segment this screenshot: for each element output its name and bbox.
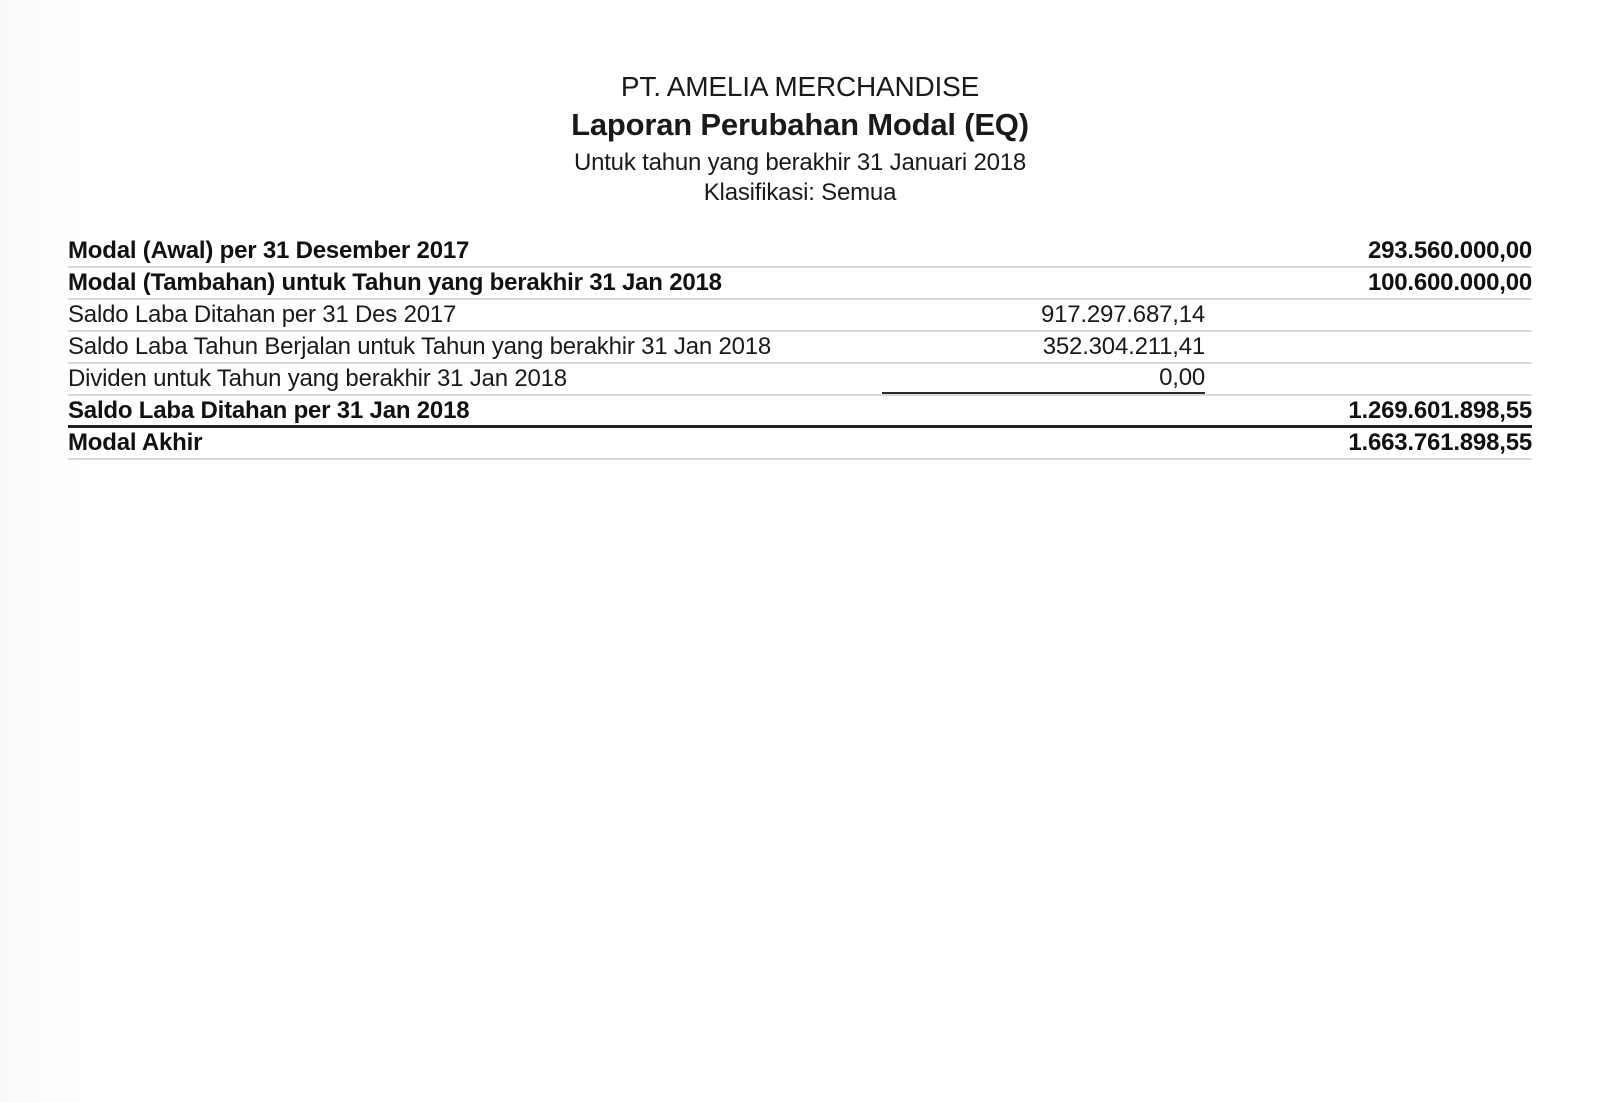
row-label: Saldo Laba Ditahan per 31 Des 2017 <box>68 301 457 328</box>
table-row <box>68 236 1532 268</box>
row-label: Saldo Laba Tahun Berjalan untuk Tahun yang berakhir 31 Jan 2018 <box>68 333 772 360</box>
row-value-total: 1.269.601.898,55 <box>1348 396 1532 424</box>
report-header <box>68 70 1532 208</box>
row-label: Dividen untuk Tahun yang berakhir 31 Jan 2018 <box>68 365 567 392</box>
table-row <box>68 332 1532 364</box>
equity-table <box>68 236 1532 460</box>
row-value-interim: 352.304.211,41 <box>1042 333 1205 360</box>
table-row <box>68 268 1532 300</box>
row-label: Modal Akhir <box>68 429 203 456</box>
row-value-interim: 0,00 <box>882 364 1205 394</box>
row-label: Modal (Awal) per 31 Desember 2017 <box>68 237 470 264</box>
table-row <box>68 300 1532 332</box>
row-value-total: 1.663.761.898,55 <box>1348 429 1532 456</box>
row-value-interim <box>882 236 1205 266</box>
report-title: Laporan Perubahan Modal (EQ) <box>571 107 1029 142</box>
row-label: Saldo Laba Ditahan per 31 Jan 2018 <box>68 396 470 424</box>
row-value-total: 100.600.000,00 <box>1367 269 1532 296</box>
row-value-interim <box>882 428 1205 458</box>
row-value-interim <box>882 268 1205 298</box>
report-classification: Klasifikasi: Semua <box>703 179 897 206</box>
row-value-interim <box>882 396 1205 425</box>
report-period: Untuk tahun yang berakhir 31 Januari 2018 <box>573 149 1027 176</box>
row-label: Modal (Tambahan) untuk Tahun yang berakhir 31 Jan 2018 <box>68 269 722 296</box>
table-row <box>68 396 1532 428</box>
table-row <box>68 364 1532 396</box>
table-row <box>68 428 1532 460</box>
row-value-total: 293.560.000,00 <box>1367 237 1532 264</box>
row-value-interim: 917.297.687,14 <box>1040 301 1205 328</box>
company-name: PT. AMELIA MERCHANDISE <box>620 71 980 102</box>
